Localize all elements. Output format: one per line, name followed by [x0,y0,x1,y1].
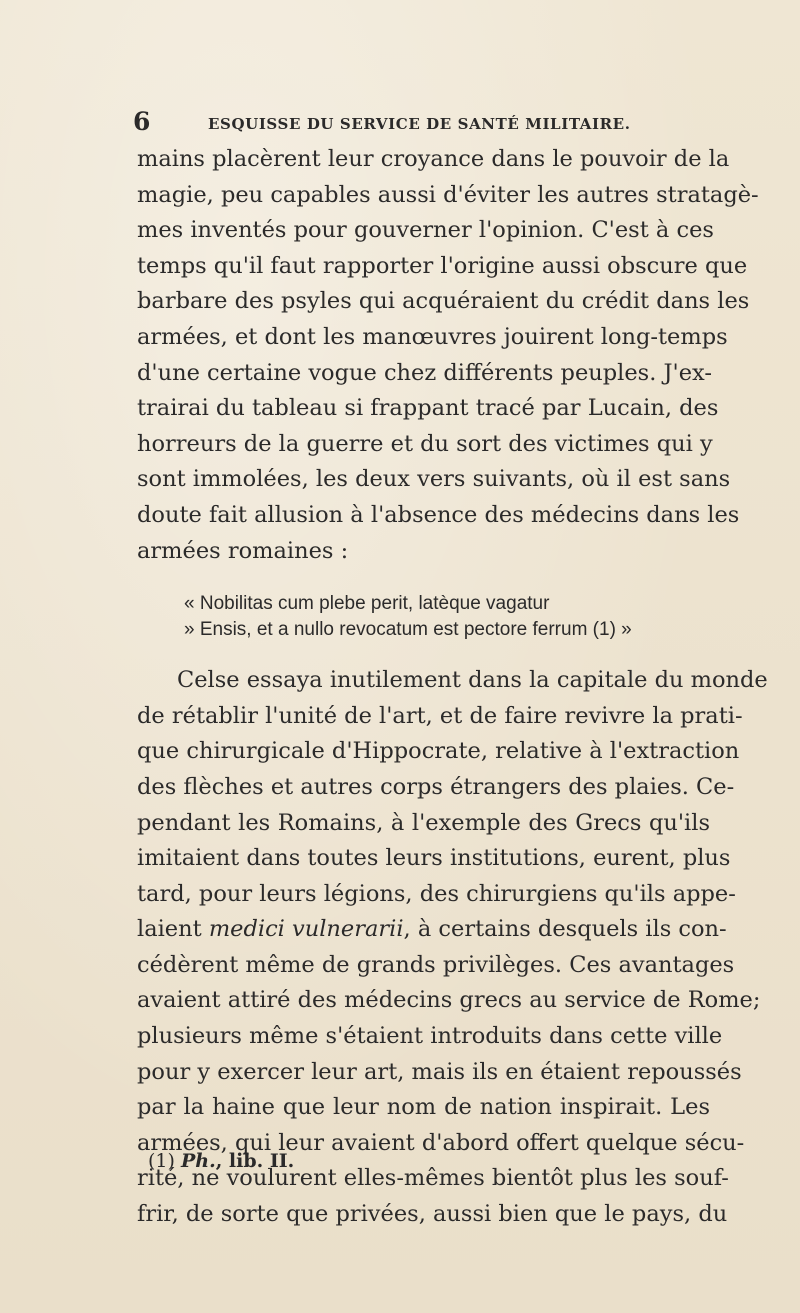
footnote-work: Ph. [180,1150,216,1172]
paragraph-line: des flèches et autres corps étrangers des plaies. Ce- [137,773,735,800]
paragraph-line: magie, peu capables aussi d'éviter les autres stratagè- [137,181,759,208]
paragraph-line: pendant les Romains, à l'exemple des Grecs qu'ils [137,809,710,836]
page-header [133,108,680,136]
paragraph-line-with-italic [137,912,727,948]
paragraph-line: armées, et dont les manœuvres jouirent long-temps [137,323,728,350]
paragraph-line: trairai du tableau si frappant tracé par Lucain, des [137,395,719,422]
paragraph-line: barbare des psyles qui acquéraient du crédit dans les [137,288,750,315]
text-run: , à certains desquels ils con- [403,916,727,943]
quote-line-2: » Ensis, et a nullo revocatum est pectore ferrum (1) » [184,619,632,641]
paragraph-line: avaient attiré des médecins grecs au service de Rome; [137,987,761,1014]
paragraph-line: plusieurs même s'étaient introduits dans cette ville [137,1023,723,1050]
paragraph-line: rité, ne voulurent elles-mêmes bientôt plus les souf- [137,1165,729,1192]
quote-line-1: « Nobilitas cum plebe perit, latèque vagatur [184,593,550,615]
italic-term: medici vulnerarii [208,916,404,943]
paragraph-line: pour y exercer leur art, mais ils en étaient repoussés [137,1058,742,1085]
footnote [148,1148,294,1174]
paragraph-1 [137,142,759,569]
paragraph-line: armées romaines : [137,537,349,564]
paragraph-line: imitaient dans toutes leurs institutions, eurent, plus [137,845,731,872]
running-head: ESQUISSE DU SERVICE DE SANTÉ MILITAIRE. [208,115,631,133]
paragraph-line: mains placèrent leur croyance dans le pouvoir de la [137,146,730,172]
paragraph-line: frir, de sorte que privées, aussi bien que le pays, du [137,1201,728,1228]
paragraph-line: que chirurgicale d'Hippocrate, relative à l'extraction [137,738,740,765]
paragraph-line: de rétablir l'unité de l'art, et de faire revivre la prati- [137,702,743,729]
paragraph-line: cédèrent même de grands privilèges. Ces avantages [137,951,735,978]
footnote-rest: , lib. II. [215,1150,295,1172]
paragraph-line: Celse essaya inutilement dans la capitale du monde [177,667,768,694]
paragraph-line: sont immolées, les deux vers suivants, où il est sans [137,466,731,493]
paragraph-line: armées, qui leur avaient d'abord offert quelque sécu- [137,1129,745,1156]
footnote-marker: (1) [148,1150,175,1172]
paragraph-line: doute fait allusion à l'absence des médecins dans les [137,501,740,528]
paragraph-line: d'une certaine vogue chez différents peuples. J'ex- [137,359,712,386]
page-number: 6 [133,107,151,136]
paragraph-line: par la haine que leur nom de nation inspirait. Les [137,1094,710,1121]
latin-quote [137,591,710,643]
text-run: laient [137,916,209,943]
paragraph-line: mes inventés pour gouverner l'opinion. C'est à ces [137,217,714,244]
paragraph-line: temps qu'il faut rapporter l'origine aussi obscure que [137,252,748,279]
paragraph-line: tard, pour leurs légions, des chirurgiens qu'ils appe- [137,880,736,907]
paragraph-line: horreurs de la guerre et du sort des victimes qui y [137,430,713,457]
body-text [137,142,768,1233]
